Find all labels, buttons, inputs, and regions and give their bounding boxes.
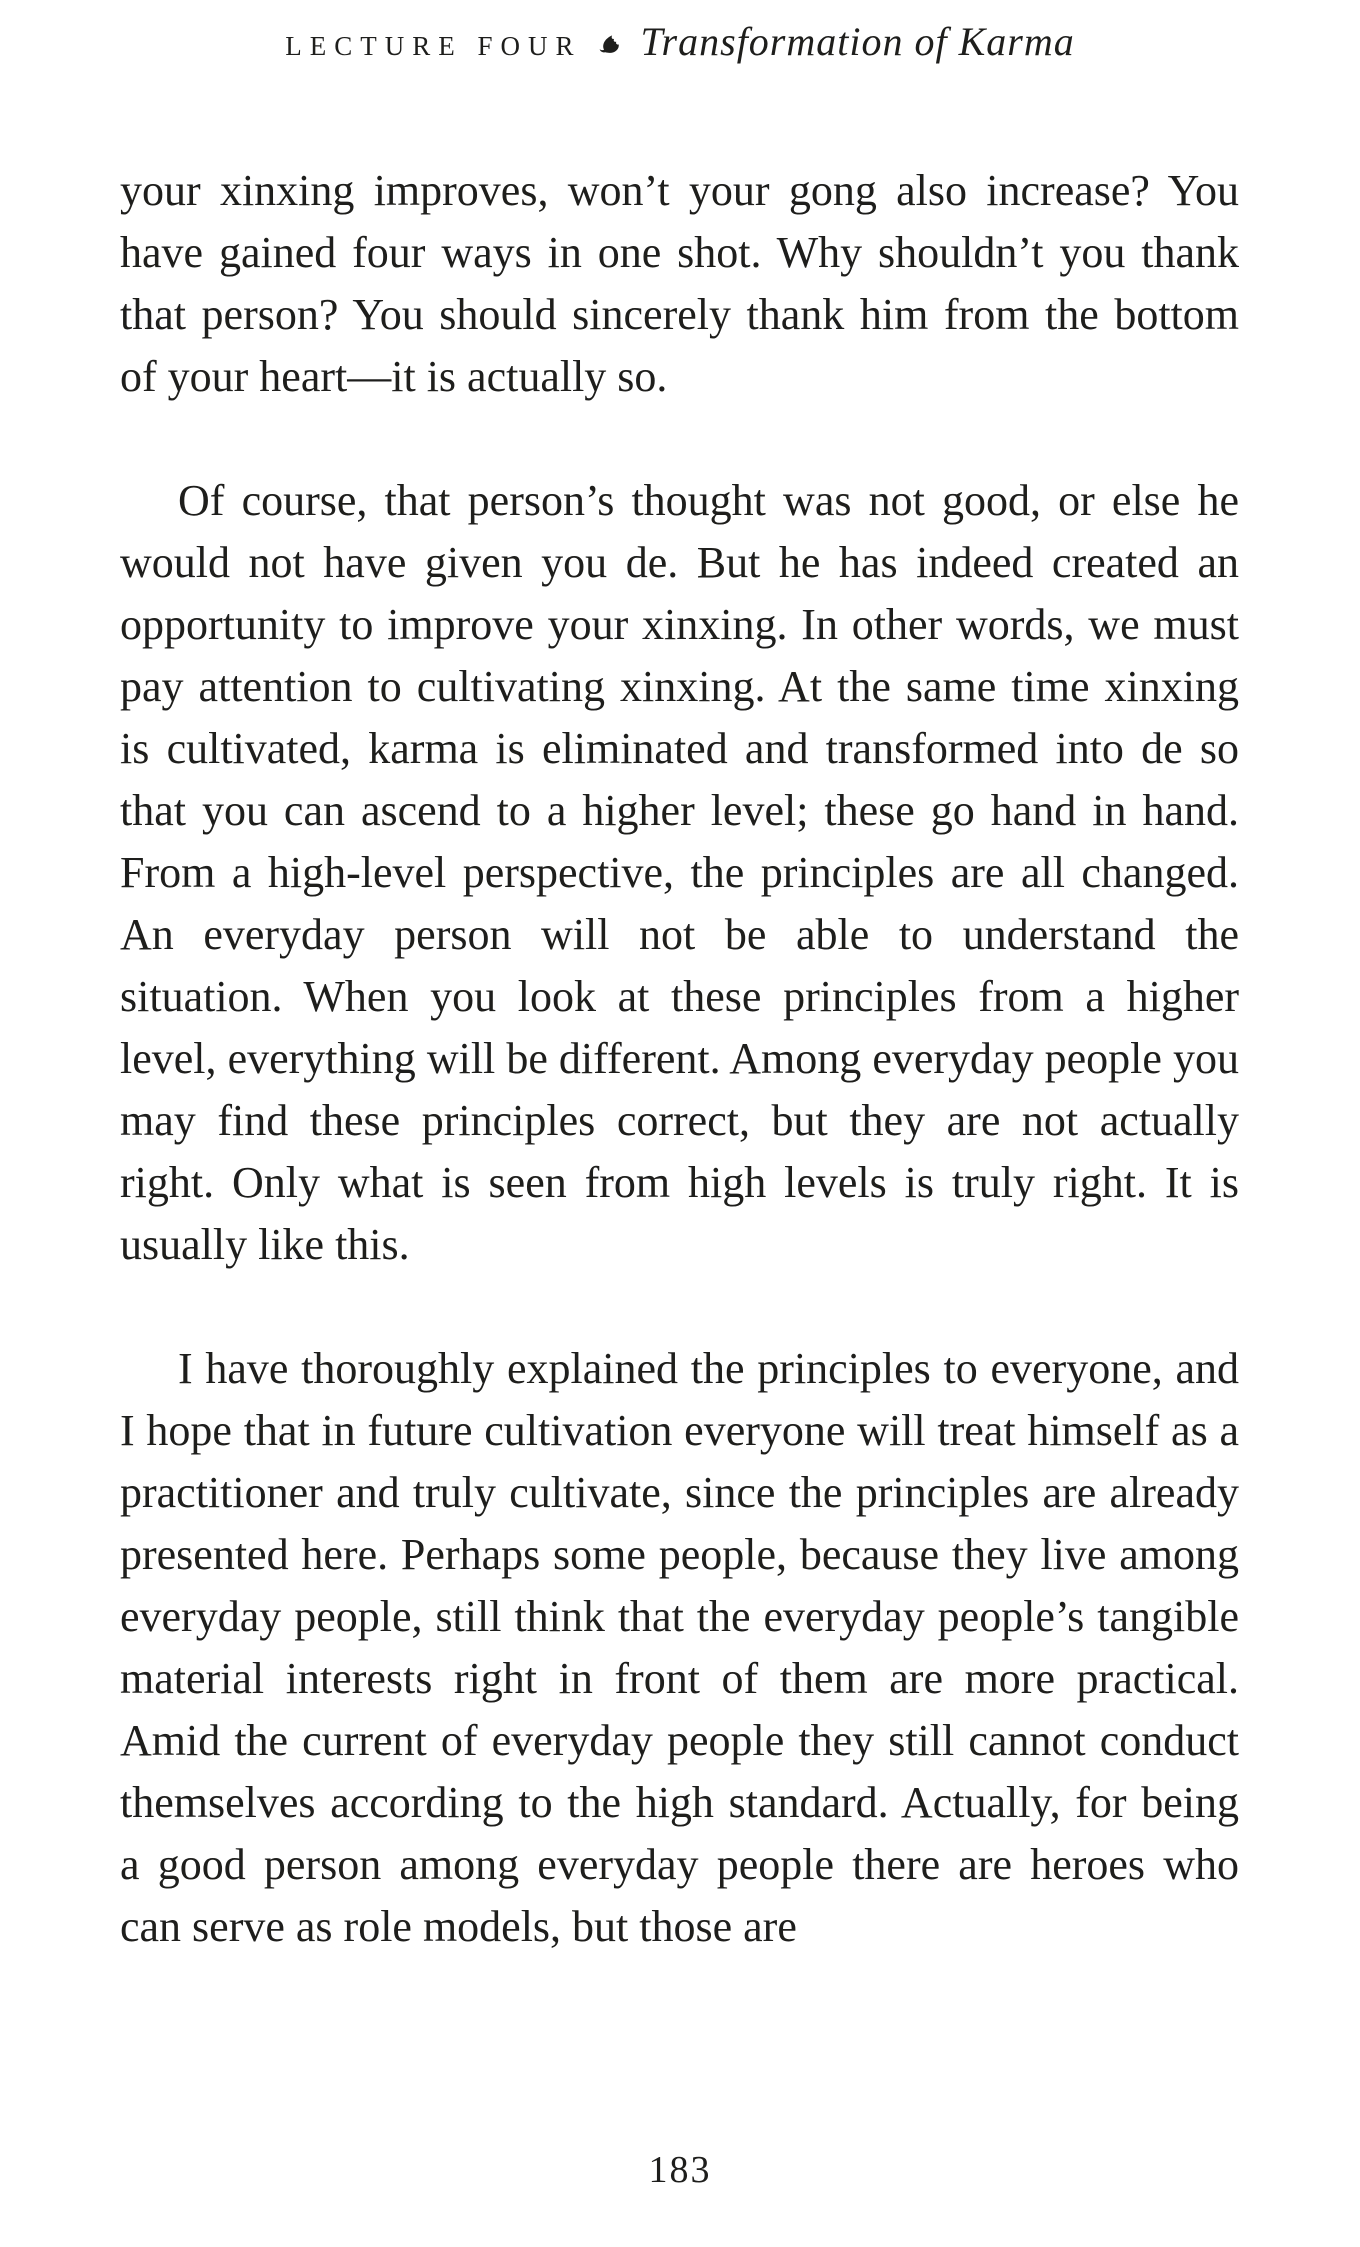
leaf-ornament-icon: [598, 32, 625, 57]
lecture-label: LECTURE FOUR: [285, 31, 582, 61]
paragraph-2: Of course, that person’s thought was not good, or else he would not have given you de. But he has indeed created an opportunity to improve your xinxing. In other words, we must pay attention to cultivating xinxing. At the same time xinxing is cultivated, karma is eliminated and transformed into de so that you can ascend to a higher level; these go hand in hand. From a high-level perspective, the principles are all changed. An everyday person will not be able to understand the situation. When you look at these principles from a higher level, everything will be different. Among everyday people you may find these principles correct, but they are not actually right. Only what is seen from high levels is truly right. It is usually like this.: [120, 476, 1239, 1269]
page-number: 183: [648, 2149, 712, 2191]
running-header: [0, 18, 1360, 65]
paragraph-1: your xinxing improves, won’t your gong also increase? You have gained four ways in one shot. Why shouldn’t you thank that person? You should sincerely thank him from the bottom of your heart—it is actually so.: [120, 166, 1239, 401]
chapter-title: Transformation of Karma: [640, 19, 1075, 64]
body-text: [120, 160, 1239, 1958]
paragraph-3: I have thoroughly explained the principles to everyone, and I hope that in future cultivation everyone will treat himself as a practitioner and truly cultivate, since the principles are already presented here. Perhaps some people, because they live among everyday people, still think that the everyday people’s tangible material interests right in front of them are more practical. Amid the current of everyday people they still cannot conduct themselves according to the high standard. Actually, for being a good person among everyday people there are heroes who can serve as role models, but those are: [120, 1344, 1239, 1951]
